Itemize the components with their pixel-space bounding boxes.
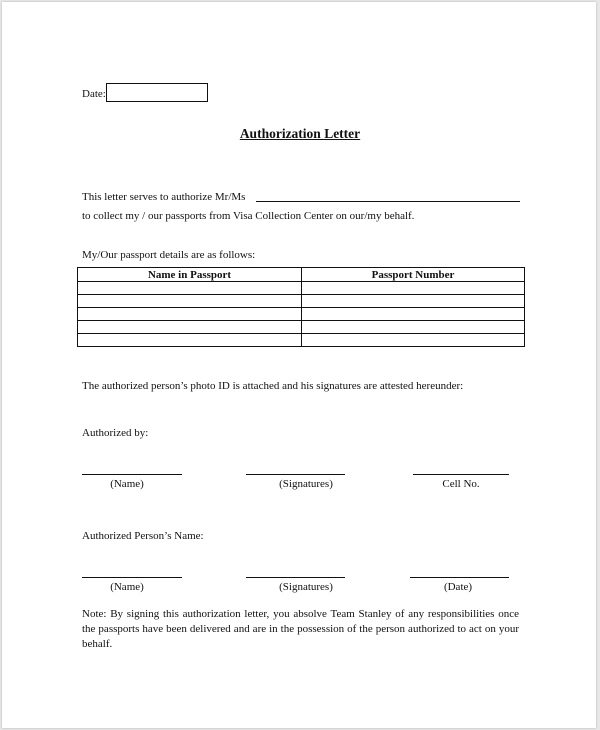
name-cell[interactable] bbox=[78, 282, 302, 295]
person-date-line[interactable] bbox=[410, 577, 509, 578]
authorizer-cell-line[interactable] bbox=[413, 474, 509, 475]
passport-table bbox=[77, 267, 525, 347]
number-cell[interactable] bbox=[302, 308, 525, 321]
column-header-name: Name in Passport bbox=[78, 268, 302, 282]
name-cell[interactable] bbox=[78, 334, 302, 347]
authorized-person-heading: Authorized Person’s Name: bbox=[82, 530, 204, 542]
authorizer-name-line[interactable] bbox=[82, 474, 182, 475]
intro-line-2: to collect my / our passports from Visa Collection Center on our/my behalf. bbox=[82, 210, 415, 222]
table-row bbox=[78, 321, 525, 334]
intro-line-1: This letter serves to authorize Mr/Ms bbox=[82, 191, 246, 203]
passport-details-heading: My/Our passport details are as follows: bbox=[82, 249, 256, 261]
authorized-by-heading: Authorized by: bbox=[82, 427, 149, 439]
number-cell[interactable] bbox=[302, 334, 525, 347]
letter-title: Authorization Letter bbox=[239, 126, 361, 141]
number-cell[interactable] bbox=[302, 295, 525, 308]
table-row bbox=[78, 308, 525, 321]
date-label: Date: bbox=[82, 88, 106, 100]
photo-id-statement: The authorized person’s photo ID is attached and his signatures are attested hereunder: bbox=[82, 380, 464, 392]
authorized-name-blank[interactable] bbox=[256, 201, 520, 202]
table-row bbox=[78, 295, 525, 308]
number-cell[interactable] bbox=[302, 282, 525, 295]
person-name-line[interactable] bbox=[82, 577, 182, 578]
authorizer-name-label: (Name) bbox=[110, 478, 144, 490]
table-row bbox=[78, 334, 525, 347]
number-cell[interactable] bbox=[302, 321, 525, 334]
person-name-label: (Name) bbox=[110, 581, 144, 593]
person-signature-label: (Signatures) bbox=[279, 581, 333, 593]
date-field[interactable] bbox=[106, 83, 208, 102]
person-signature-line[interactable] bbox=[246, 577, 345, 578]
table-header-row bbox=[78, 268, 525, 282]
name-cell[interactable] bbox=[78, 321, 302, 334]
name-cell[interactable] bbox=[78, 295, 302, 308]
column-header-number: Passport Number bbox=[302, 268, 525, 282]
name-cell[interactable] bbox=[78, 308, 302, 321]
table-row bbox=[78, 282, 525, 295]
authorizer-cell-label: Cell No. bbox=[442, 478, 480, 490]
authorizer-signature-line[interactable] bbox=[246, 474, 345, 475]
person-date-label: (Date) bbox=[443, 581, 473, 593]
disclaimer-note: Note: By signing this authorization letter, you absolve Team Stanley of any responsibilities once the passports have been delivered and are in the possession of the person authorized to act on your behalf. bbox=[82, 608, 519, 650]
authorizer-signature-label: (Signatures) bbox=[279, 478, 333, 490]
